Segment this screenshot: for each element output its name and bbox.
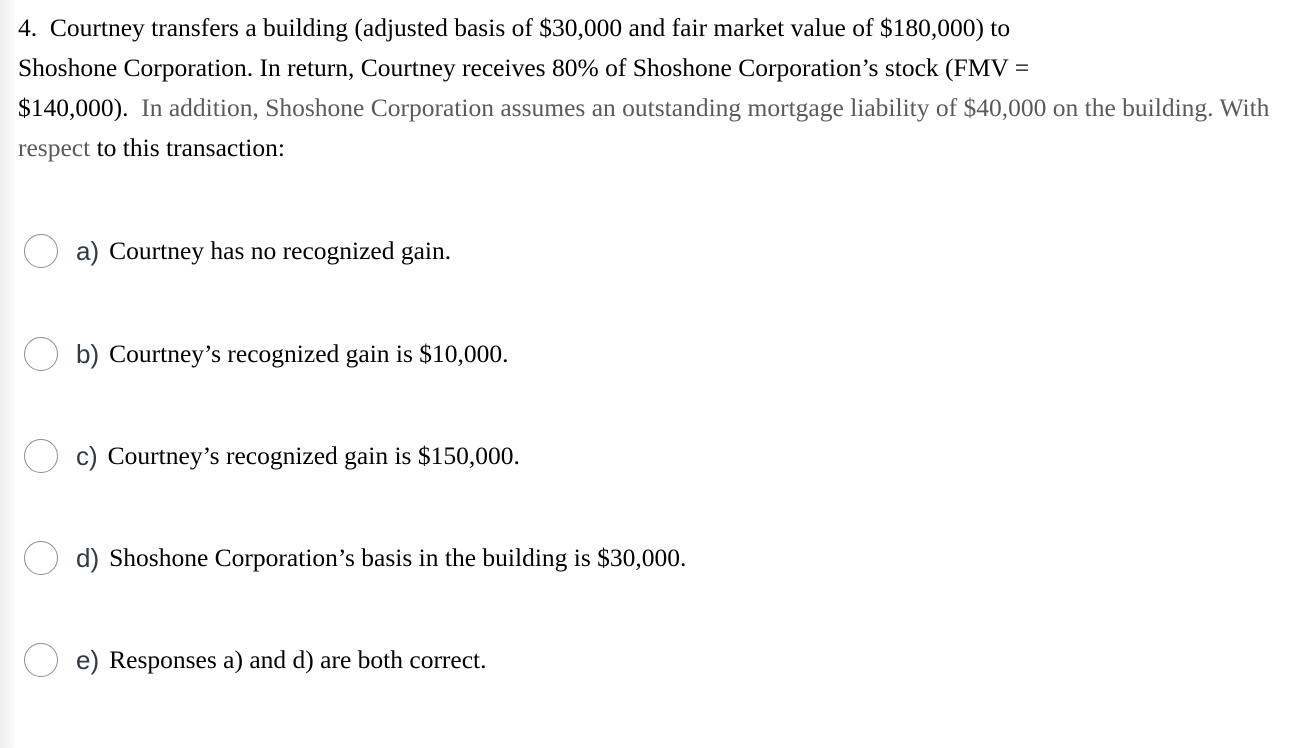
option-text-c: Courtney’s recognized gain is $150,000. bbox=[107, 441, 520, 470]
answer-option-a[interactable] bbox=[24, 231, 451, 271]
radio-button-b[interactable] bbox=[24, 337, 58, 371]
question-segment-4: In addition, Shoshone Corporation assumes an outstanding mortgage liability of $40,000 on the building. With respect bbox=[18, 93, 1270, 162]
option-text-a: Courtney has no recognized gain. bbox=[109, 236, 452, 265]
option-letter-c: c) bbox=[76, 440, 98, 471]
answer-option-c[interactable] bbox=[24, 436, 520, 476]
answer-option-d[interactable] bbox=[24, 538, 686, 578]
option-letter-d: d) bbox=[76, 542, 100, 573]
question-text bbox=[18, 8, 1288, 168]
answer-option-e[interactable] bbox=[24, 640, 487, 680]
radio-button-d[interactable] bbox=[24, 541, 58, 575]
option-letter-e: e) bbox=[76, 644, 100, 675]
option-text-b: Courtney’s recognized gain is $10,000. bbox=[109, 339, 509, 368]
question-line-1: Courtney transfers a building (adjusted basis of $30,000 and fair market value of $180,000) to bbox=[49, 13, 1011, 42]
radio-button-c[interactable] bbox=[24, 439, 58, 473]
answer-option-b[interactable] bbox=[24, 334, 509, 374]
question-segment-3: $140,000). bbox=[18, 93, 129, 122]
question-number: 4. bbox=[18, 13, 38, 42]
option-text-d: Shoshone Corporation’s basis in the building is $30,000. bbox=[109, 543, 687, 572]
radio-button-e[interactable] bbox=[24, 643, 58, 677]
option-text-e: Responses a) and d) are both correct. bbox=[109, 645, 487, 674]
option-letter-a: a) bbox=[76, 235, 100, 266]
left-edge-shadow bbox=[0, 0, 14, 748]
option-letter-b: b) bbox=[76, 338, 100, 369]
radio-button-a[interactable] bbox=[24, 234, 58, 268]
question-segment-5: to this transaction: bbox=[96, 133, 285, 162]
question-line-2: Shoshone Corporation. In return, Courtney receives 80% of Shoshone Corporation’s stock (FMV = bbox=[18, 53, 1030, 82]
